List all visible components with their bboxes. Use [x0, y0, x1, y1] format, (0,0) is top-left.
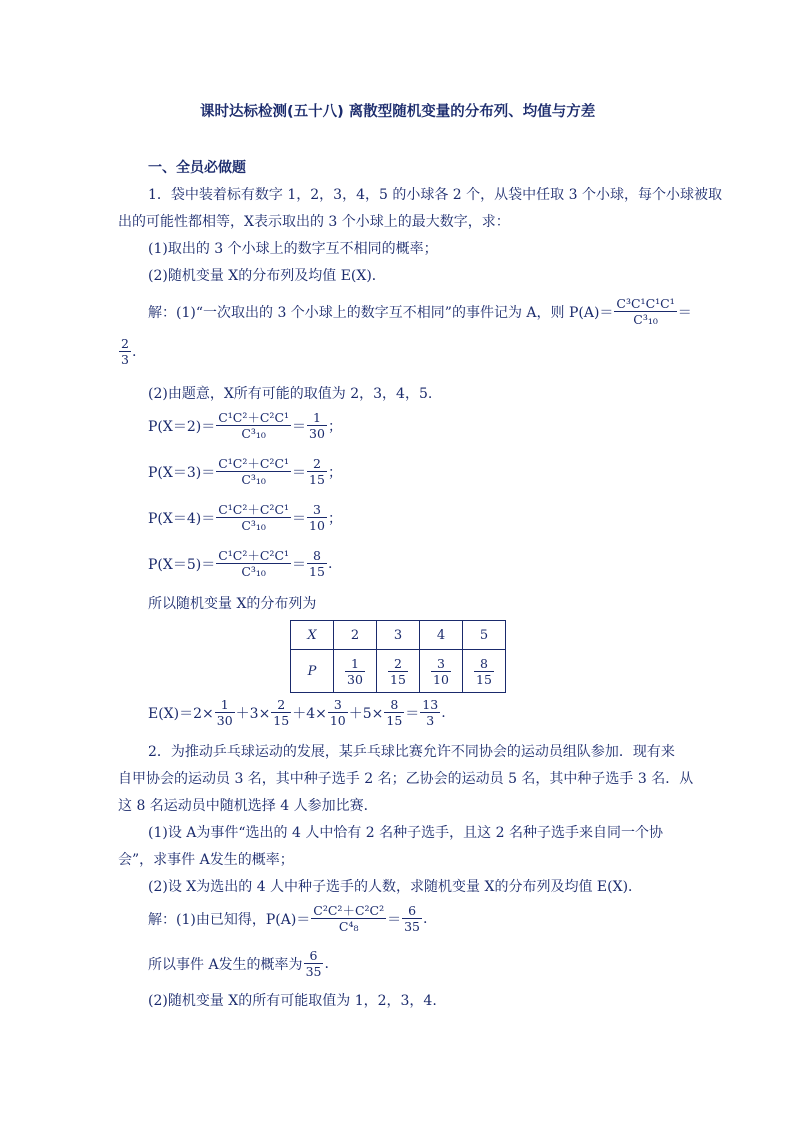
- q2-solution-part2: (2)随机变量 X的所有可能取值为 1，2，3，4.: [148, 993, 437, 1009]
- fraction-denominator: 15: [309, 472, 325, 487]
- fraction-denominator: C³₁₀: [241, 518, 266, 533]
- q1-solution-part1: [148, 296, 692, 327]
- probability-line: [148, 502, 342, 533]
- punctuation: ；: [327, 464, 342, 481]
- q2-stem-line3: 这 8 名运动员中随机选择 4 人参加比赛．: [118, 798, 378, 814]
- table-cell: [420, 650, 463, 693]
- q1-solution-part2-intro: (2)由题意，X所有可能的取值为 2，3，4，5.: [148, 386, 433, 402]
- equals-sign: ＝: [292, 510, 307, 527]
- q1-stem-line1: 1．袋中装着标有数字 1，2，3，4，5 的小球各 2 个，从袋中任取 3 个小球，每个小球被取: [148, 187, 722, 203]
- expectation-lhs: E(X)＝2×: [148, 705, 214, 722]
- probability-lhs: P(X＝4)＝: [148, 510, 216, 527]
- fraction-numerator: 8: [390, 697, 399, 712]
- fraction-numerator: 1: [313, 410, 321, 425]
- probability-value: [307, 548, 327, 579]
- fraction-denominator: 30: [309, 426, 325, 441]
- q1-part2: (2)随机变量 X的分布列及均值 E(X)．: [148, 268, 386, 284]
- probability-fraction: [431, 656, 451, 687]
- equals-sign: ＝: [292, 556, 307, 573]
- fraction-numerator: 3: [437, 655, 445, 671]
- probability-fraction: [345, 656, 365, 687]
- fraction-numerator: C¹C²＋C²C¹: [218, 410, 290, 425]
- fraction-numerator: 3: [333, 697, 342, 712]
- equals-sign: ＝: [677, 304, 692, 321]
- q1-stem-line2: 出的可能性都相等，X表示取出的 3 个小球上的最大数字，求：: [118, 214, 510, 230]
- fraction-denominator: C³₁₀: [241, 564, 266, 579]
- distribution-intro: 所以随机变量 X的分布列为: [148, 596, 317, 612]
- probability-fraction: [474, 656, 494, 687]
- table-header-cell: P: [291, 650, 334, 693]
- fraction-numerator: C¹C²＋C²C¹: [218, 548, 290, 563]
- combination-fraction: [216, 410, 291, 441]
- fraction-denominator: 35: [305, 964, 322, 979]
- fraction-denominator: 15: [476, 671, 492, 687]
- q2-sol1-fraction: [311, 903, 386, 934]
- distribution-table: [290, 620, 506, 693]
- fraction-numerator: 1: [220, 697, 229, 712]
- probability-value: [307, 456, 327, 487]
- fraction-denominator: 3: [121, 352, 129, 367]
- period: .: [324, 955, 329, 972]
- equals-sign: ＝: [292, 418, 307, 435]
- fraction-denominator: 15: [309, 564, 325, 579]
- q2-sol1-text: 解：(1)由已知得，P(A)＝: [148, 911, 311, 928]
- table-cell: [377, 650, 420, 693]
- expectation-fraction: [384, 697, 404, 728]
- fraction-denominator: 30: [347, 671, 363, 687]
- probability-value: [307, 502, 327, 533]
- fraction-denominator: 3: [426, 713, 435, 728]
- equals-sign: ＝: [387, 911, 402, 928]
- punctuation: .: [327, 555, 333, 572]
- fraction-denominator: 15: [273, 713, 290, 728]
- equals-sign: ＝: [292, 464, 307, 481]
- combination-fraction: [216, 456, 291, 487]
- q2-stem-line2: 自甲协会的运动员 3 名，其中种子选手 2 名；乙协会的运动员 5 名，其中种子选手 3 名．从: [118, 771, 694, 787]
- probability-lhs: P(X＝2)＝: [148, 418, 216, 435]
- probability-line: [148, 410, 342, 441]
- operator: ＋5×: [348, 705, 384, 722]
- q1-sol1-result: $\frac{2}{3}$ .: [121, 336, 137, 367]
- fraction-denominator: C³₁₀: [241, 426, 266, 441]
- period: .: [423, 910, 428, 927]
- q2-conclusion-text: 所以事件 A发生的概率为: [148, 956, 303, 973]
- punctuation: ；: [327, 510, 342, 527]
- fraction-numerator: C¹C²＋C²C¹: [218, 456, 290, 471]
- table-cell: 4: [420, 621, 463, 650]
- fraction-numerator: 2: [394, 655, 402, 671]
- operator: .: [441, 704, 446, 721]
- fraction-numerator: 13: [422, 697, 439, 712]
- fraction-numerator: C¹C²＋C²C¹: [218, 502, 290, 517]
- table-cell: 3: [377, 621, 420, 650]
- fraction-denominator: 15: [390, 671, 406, 687]
- q2-solution-part1: [148, 903, 427, 934]
- table-cell: [334, 650, 377, 693]
- page-title: 课时达标检测(五十八) 离散型随机变量的分布列、均值与方差: [200, 104, 596, 120]
- fraction-denominator: 10: [329, 713, 346, 728]
- q2-part1-line1: (1)设 A为事件“选出的 4 人中恰有 2 名种子选手，且这 2 名种子选手来自同一个协: [148, 825, 663, 841]
- probability-fraction: [388, 656, 408, 687]
- fraction-denominator: 30: [216, 713, 233, 728]
- table-row: [291, 621, 506, 650]
- expectation-fraction: [271, 697, 291, 728]
- fraction-numerator: 1: [351, 655, 359, 671]
- expectation-fraction: [420, 697, 440, 728]
- q2-conclusion-fraction: [304, 948, 324, 979]
- q2-part2: (2)设 X为选出的 4 人中种子选手的人数，求随机变量 X的分布列及均值 E(X)．: [148, 879, 643, 895]
- fraction-denominator: 10: [309, 518, 325, 533]
- expectation-fraction: [215, 697, 235, 728]
- probability-line: [148, 456, 342, 487]
- combination-fraction: [216, 502, 291, 533]
- section-heading: 一、全员必做题: [148, 160, 246, 176]
- q2-stem-line1: 2．为推动乒乓球运动的发展，某乒乓球比赛允许不同协会的运动员组队参加．现有来: [148, 744, 675, 760]
- q2-sol1-result: [402, 903, 422, 934]
- fraction-numerator: 2: [313, 456, 321, 471]
- punctuation: ；: [327, 418, 342, 435]
- fraction-numerator: 8: [480, 655, 488, 671]
- q2-part1-line2: 会”，求事件 A发生的概率；: [118, 852, 294, 868]
- fraction-denominator: C⁴₈: [338, 919, 359, 934]
- probability-lhs: P(X＝3)＝: [148, 464, 216, 481]
- fraction-numerator: 2: [121, 336, 129, 351]
- table-cell: 2: [334, 621, 377, 650]
- table-cell: 5: [463, 621, 506, 650]
- fraction-numerator: 3: [313, 502, 321, 517]
- fraction-denominator: 35: [404, 919, 421, 934]
- expectation-fraction: [328, 697, 348, 728]
- table-header-cell: X: [291, 621, 334, 650]
- probability-line: [148, 548, 332, 579]
- result-fraction: [119, 336, 131, 367]
- expectation-line: [148, 697, 446, 728]
- operator: ＝: [405, 705, 420, 722]
- q1-sol1-fraction: [614, 296, 676, 327]
- q1-sol1-text: 解：(1)“一次取出的 3 个小球上的数字互不相同”的事件记为 A，则 P(A)＝: [148, 304, 614, 321]
- fraction-numerator: C²C²＋C²C²: [313, 903, 385, 918]
- fraction-numerator: 2: [277, 697, 286, 712]
- probability-lhs: P(X＝5)＝: [148, 556, 216, 573]
- q2-conclusion: [148, 948, 329, 979]
- operator: ＋4×: [292, 705, 327, 722]
- probability-value: [307, 410, 327, 441]
- fraction-numerator: C³C¹C¹C¹: [616, 296, 675, 311]
- operator: ＋3×: [235, 705, 271, 722]
- fraction-denominator: 10: [433, 671, 449, 687]
- table-row: [291, 650, 506, 693]
- q1-part1: (1)取出的 3 个小球上的数字互不相同的概率；: [148, 241, 438, 257]
- fraction-denominator: C³₁₀: [241, 472, 266, 487]
- combination-fraction: [216, 548, 291, 579]
- fraction-numerator: 8: [313, 548, 321, 563]
- fraction-denominator: 15: [386, 713, 403, 728]
- table-cell: [463, 650, 506, 693]
- fraction-numerator: 6: [408, 903, 417, 918]
- fraction-denominator: C³₁₀: [633, 312, 658, 327]
- fraction-numerator: 6: [309, 948, 318, 963]
